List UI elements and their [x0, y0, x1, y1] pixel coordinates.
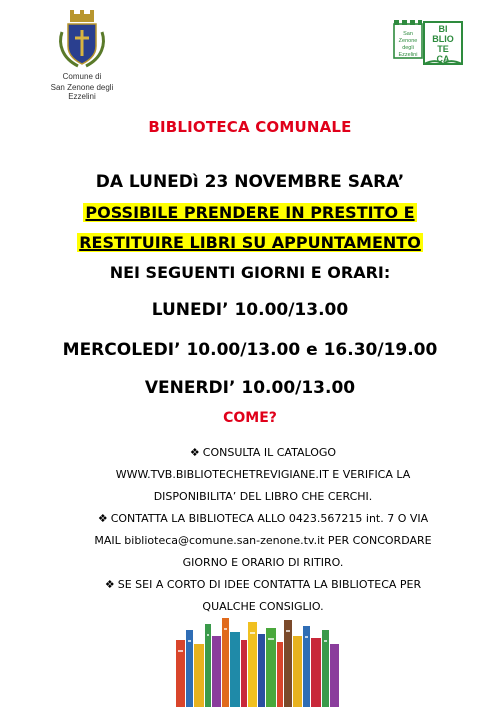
- announcement-line2: POSSIBILE PRENDERE IN PRESTITO E: [85, 203, 415, 222]
- how-heading: COME?: [223, 410, 277, 426]
- bullet-icon: ❖: [104, 578, 115, 591]
- logo-small-line1: San: [403, 31, 413, 37]
- comune-logo: [38, 10, 126, 101]
- biblioteca-logo-icon: [388, 16, 470, 72]
- schedule-monday: LUNEDI’ 10.00/13.00: [151, 300, 349, 320]
- announcement-line3: RESTITUIRE LIBRI SU APPUNTAMENTO: [79, 233, 421, 252]
- item2-line2: MAIL biblioteca@comune.san-zenone.tv.it PER CONCORDARE: [94, 534, 432, 547]
- page-title: BIBLIOTECA COMUNALE: [148, 118, 352, 136]
- instructions-list: [78, 442, 448, 618]
- logo-small-line4: Ezzelini: [398, 52, 418, 58]
- item2-line1: CONTATTA LA BIBLIOTECA ALLO 0423.567215 int. 7 O VIA: [110, 512, 429, 525]
- logo-big-line2: BLIO: [432, 34, 454, 44]
- logo-big-line1: BI: [438, 24, 448, 34]
- schedule-wednesday: MERCOLEDI’ 10.00/13.00 e 16.30/19.00: [62, 340, 438, 360]
- item1-line3: DISPONIBILITA’ DEL LIBRO CHE CERCHI.: [153, 490, 373, 503]
- logo-small-line3: degli: [402, 45, 414, 51]
- list-item: [78, 442, 448, 464]
- announcement-line1: DA LUNEDì 23 NOVEMBRE SARA’: [95, 172, 405, 192]
- list-item: [78, 508, 448, 530]
- logo-big-line3: TE: [437, 44, 449, 54]
- bullet-icon: ❖: [189, 446, 200, 459]
- logo-caption-line1: Comune di: [62, 72, 102, 81]
- announcement-line4: NEI SEGUENTI GIORNI E ORARI:: [109, 263, 391, 282]
- item1-line2: WWW.TVB.BIBLIOTECHETREVIGIANE.IT E VERIFICA LA: [115, 468, 411, 481]
- list-item: [78, 574, 448, 596]
- bullet-icon: ❖: [97, 512, 108, 525]
- coat-of-arms-icon: [54, 10, 110, 70]
- announcement-line2-wrap: [0, 203, 500, 222]
- item1-line1: CONSULTA IL CATALOGO: [202, 446, 337, 459]
- biblioteca-logo: [388, 16, 470, 76]
- logo-small-line2: Zenone: [398, 38, 418, 44]
- item3-line2: QUALCHE CONSIGLIO.: [202, 600, 324, 613]
- logo-caption-line2: San Zenone degli Ezzelini: [50, 83, 114, 101]
- announcement-line3-wrap: [0, 233, 500, 252]
- item3-line1: SE SEI A CORTO DI IDEE CONTATTA LA BIBLIOTECA PER: [117, 578, 422, 591]
- schedule-friday: VENERDI’ 10.00/13.00: [144, 378, 356, 398]
- logo-big-line4: CA: [436, 54, 450, 64]
- books-illustration: [176, 610, 346, 707]
- item2-line3: GIORNO E ORARIO DI RITIRO.: [182, 556, 344, 569]
